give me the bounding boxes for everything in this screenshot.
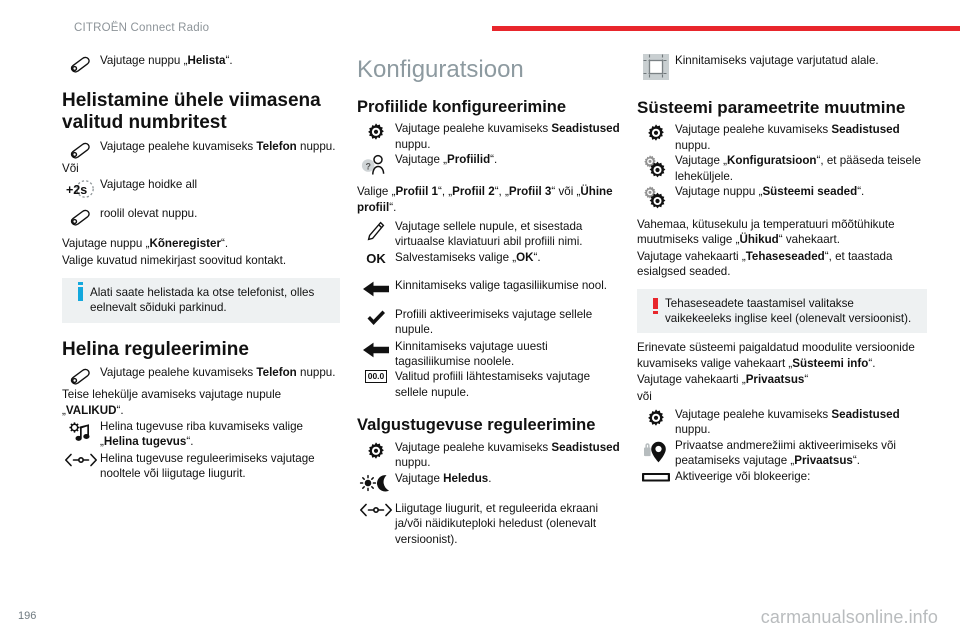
instruction-text-ringtone-slider: Helina tugevuse reguleerimiseks vajutage nooltele või liigutage liugurit. (100, 451, 315, 481)
column-right (637, 52, 927, 490)
info-icon (70, 285, 90, 301)
instruction-row-privacy (637, 438, 927, 469)
double-gear-icon (637, 153, 675, 178)
pencil-icon (357, 219, 395, 242)
chapter-title-configuration: Konfiguratsioon (357, 56, 524, 83)
section-heading-ringtone: Helina reguleerimine (62, 338, 249, 360)
paragraph-units-tab: Vahemaa, kütusekulu ja temperatuuri mõõtühikute muutmiseks valige „Ühikud“ vahekaart. (637, 218, 895, 247)
instruction-text-activate-profile: Profiili aktiveerimiseks vajutage sellele nupule. (395, 307, 593, 337)
instruction-row-edit-name (357, 219, 625, 250)
section-heading-last-numbers: Helistamine ühele viimasena valitud numbritest (62, 90, 321, 134)
instruction-text-back-again: Kinnitamiseks vajutage uuesti tagasiliikumise noolele. (395, 339, 548, 369)
instruction-row-phone-home (62, 139, 340, 160)
column-left (62, 52, 340, 483)
header-red-rule (492, 26, 960, 31)
instruction-row-back-again (357, 339, 625, 370)
instruction-text-press-hold: Vajutage hoidke all (100, 178, 198, 192)
warning-icon (645, 296, 665, 309)
instruction-text-phone-home-2: Vajutage pealehe kuvamiseks Telefon nuppu. (100, 366, 336, 380)
instruction-text-toggle: Aktiveerige või blokeerige: (675, 469, 811, 483)
info-note-text: Alati saate helistada ka otse telefonist, olles eelnevalt sõiduki parkinud. (90, 286, 315, 315)
profile-question-icon (357, 152, 395, 177)
instruction-text-reset-profile: Valitud profiili lähtestamiseks vajutage sellele nupule. (395, 370, 591, 399)
section-heading-brightness: Valgustugevuse reguleerimine (357, 416, 596, 435)
instruction-text-phone-home: Vajutage pealehe kuvamiseks Telefon nuppu. (100, 139, 336, 153)
warning-note-box (637, 289, 927, 334)
paragraph-factory-settings: Vajutage vahekaarti „Tehaseseaded“, et taastada esialgsed seaded. (637, 249, 893, 279)
warning-note-text: Tehaseseadete taastamisel valitakse vaikekeeleks inglise keel (olenevalt versioonist). (665, 296, 912, 326)
paragraph-call-register: Vajutage nuppu „Kõneregister“. (62, 237, 229, 251)
phone-handset-icon (62, 206, 100, 227)
press-hold-2s-icon (62, 177, 100, 200)
shaded-area-icon (637, 53, 675, 80)
ringtone-settings-icon (62, 419, 100, 444)
instruction-row-steering-button (62, 206, 340, 227)
instruction-text-call: Vajutage nuppu „Helista“. (100, 54, 233, 67)
column-middle (357, 52, 625, 548)
instruction-row-system-settings (637, 184, 927, 209)
instruction-text-edit-name: Vajutage sellele nupule, et sisestada virtuaalse klaviatuuri abil profiili nimi. (395, 220, 583, 249)
instruction-row-activate-profile (357, 307, 625, 338)
gear-icon (637, 122, 675, 145)
phone-handset-icon (62, 53, 100, 74)
page-header (0, 0, 960, 40)
instruction-text-settings-gear-3: Vajutage pealehe kuvamiseks Seadistused nuppu. (675, 123, 900, 152)
instruction-row-press-hold (62, 177, 340, 200)
reset-counter-icon: 00.0 (357, 369, 395, 389)
instruction-row-brightness (357, 471, 625, 494)
or-label: Või (62, 161, 79, 175)
page-number: 196 (18, 610, 37, 622)
instruction-row-settings-gear-3 (637, 122, 927, 153)
gear-icon (357, 121, 395, 144)
instruction-row-settings-gear-4 (637, 407, 927, 438)
instruction-row-ok (357, 250, 625, 270)
gear-icon (637, 407, 675, 430)
phone-handset-icon (62, 365, 100, 386)
phone-handset-icon (62, 139, 100, 160)
instruction-text-settings-gear: Vajutage pealehe kuvamiseks Seadistused nuppu. (395, 122, 620, 151)
double-gear-icon (637, 184, 675, 209)
checkmark-icon (357, 307, 395, 328)
section-heading-profiles: Profiilide konfigureerimine (357, 97, 567, 116)
paragraph-profile-choices: Valige „Profiil 1“, „Profiil 2“, „Profiil 3“ või „Ühine profiil“. (357, 185, 613, 214)
instruction-row-profiles (357, 152, 625, 177)
paragraph-system-info: Erinevate süsteemi paigaldatud moodulite versioonide kuvamiseks valige vahekaart „Süsteemi info“. (637, 341, 915, 370)
instruction-text-system-settings: Vajutage nuppu „Süsteemi seaded“. (675, 185, 865, 199)
section-heading-system-params: Süsteemi parameetrite muutmine (637, 98, 906, 117)
instruction-text-privacy: Privaatse andmerežiimi aktiveerimiseks või peatamiseks vajutage „Privaatsus“. (675, 438, 896, 468)
slider-arrows-icon (357, 501, 395, 521)
svg-text:?: ? (365, 161, 371, 172)
instruction-row-call (62, 53, 340, 74)
paragraph-privacy-tab: Vajutage vahekaarti „Privaatsus“ (637, 373, 809, 387)
instruction-row-ringtone-level (62, 419, 340, 450)
svg-text:+2s: +2s (66, 183, 88, 198)
gear-icon (357, 440, 395, 463)
instruction-text-steering-button: roolil olevat nuppu. (100, 207, 198, 221)
instruction-row-brightness-slider (357, 501, 625, 547)
toggle-switch-icon (637, 469, 675, 489)
back-arrow-icon (357, 339, 395, 360)
instruction-text-back-confirm: Kinnitamiseks valige tagasiliikumise nool. (395, 278, 608, 292)
slider-arrows-icon (62, 451, 100, 471)
instruction-row-ringtone-slider (62, 451, 340, 482)
instruction-row-settings-gear-2 (357, 440, 625, 471)
instruction-text-ok: Salvestamiseks valige „OK“. (395, 250, 541, 264)
instruction-text-brightness: Vajutage Heledus. (395, 471, 492, 485)
instruction-text-settings-gear-2: Vajutage pealehe kuvamiseks Seadistused nuppu. (395, 441, 620, 470)
instruction-row-phone-home-2 (62, 365, 340, 386)
brightness-day-night-icon (357, 471, 395, 494)
brand-label: CITROËN Connect Radio (74, 22, 210, 34)
back-arrow-icon (357, 278, 395, 299)
instruction-row-toggle (637, 469, 927, 489)
instruction-text-brightness-slider: Liigutage liugurit, et reguleerida ekraani ja/või näidikuteploki heledust (olenevalt versioonist). (395, 501, 599, 546)
instruction-row-configuration (637, 153, 927, 184)
instruction-text-settings-gear-4: Vajutage pealehe kuvamiseks Seadistused nuppu. (675, 408, 900, 437)
privacy-lock-pin-icon (637, 438, 675, 465)
info-note-box (62, 278, 340, 323)
instruction-row-settings-gear (357, 121, 625, 152)
instruction-row-shaded-area (637, 53, 927, 80)
instruction-text-ringtone-level: Helina tugevuse riba kuvamiseks valige „Helina tugevus“. (100, 420, 303, 449)
instruction-text-configuration: Vajutage „Konfiguratsioon“, et pääseda teisele leheküljele. (675, 154, 921, 183)
instruction-text-profiles: Vajutage „Profiilid“. (395, 153, 498, 167)
instruction-row-reset-profile (357, 369, 625, 400)
or-label-right: või (637, 389, 652, 403)
ok-icon: OK (366, 250, 386, 266)
instruction-row-back-confirm (357, 278, 625, 299)
instruction-text-shaded-area: Kinnitamiseks vajutage varjutatud alale. (675, 54, 879, 67)
paragraph-options-page: Teise lehekülje avamiseks vajutage nupule „VALIKUD“. (62, 388, 282, 417)
paragraph-select-contact: Valige kuvatud nimekirjast soovitud kontakt. (62, 253, 287, 267)
watermark-label: carmanualsonline.info (760, 607, 938, 627)
